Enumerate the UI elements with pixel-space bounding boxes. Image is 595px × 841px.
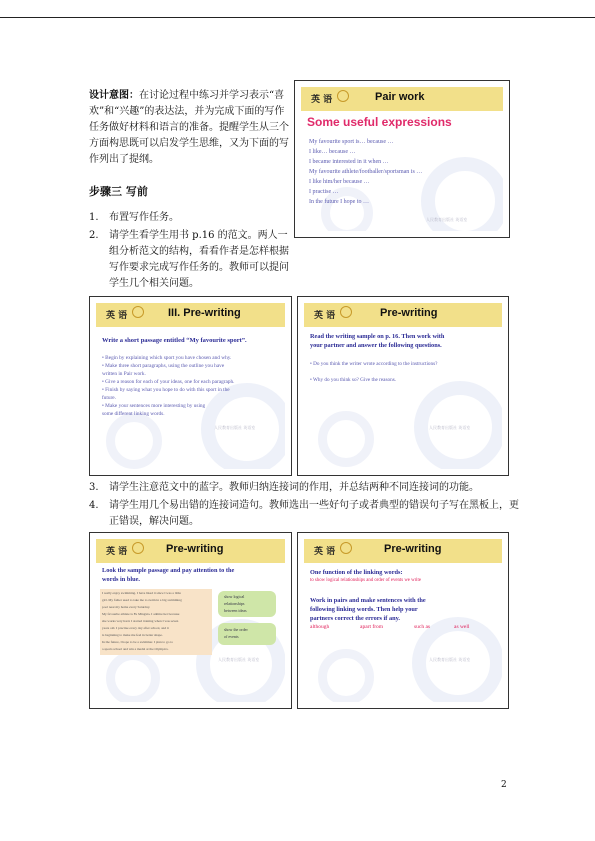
slide-footer: 人民教育出版社 英语室 [429,425,471,430]
function-line: to show logical relationships and order of events we write [310,578,421,583]
slide-title: Pre-writing [380,307,438,319]
step-text: 布置写作任务。 [109,212,179,223]
slide-heading: Write a short passage entitled “My favourite sport”. [102,337,247,344]
expression-line: In the future I hope to … [309,199,369,205]
slide-title: Pre-writing [166,543,224,555]
linking-word: as well [454,624,470,630]
slide-title: Pre-writing [384,543,442,555]
swirl-icon [340,306,352,318]
linking-word: apart from [360,624,384,630]
subject-badge: 英 语 [106,311,128,321]
subject-badge: 英 语 [314,547,336,557]
passage-line: she works very hard. I started training when I was seven [102,619,179,623]
slide-body [301,87,503,231]
slide-heading: Some useful expressions [307,115,452,129]
expression-line: I like… because … [309,149,356,155]
slide-body [96,539,285,702]
passage-box [100,589,212,655]
design-intent-paragraph [89,88,289,168]
slide-pre-writing-questions [297,296,509,476]
note-box-logic [218,591,276,617]
slide-heading-line: your partner and answer the following questions. [310,342,442,349]
note-line: show the order [224,627,248,632]
bullet-line: future. [102,395,116,401]
passage-line: a sports school and win a medal at the Olympics. [102,647,169,651]
passage-line: In the future, I hope to be a swimmer. I plan to go to [102,640,173,644]
expression-line: My favourite sport is… because … [309,139,394,145]
design-intent-label: 设计意图： [89,90,139,101]
watermark-logo [318,411,374,467]
watermark-logo [106,413,162,469]
work-line: Work in pairs and make sentences with the [310,597,426,604]
bullet-line: some different linking words. [102,411,165,417]
slide-footer: 人民教育出版社 英语室 [429,657,471,662]
note-line: between ideas [224,608,247,613]
swirl-icon [340,542,352,554]
step-text: 请学生注意范文中的蓝字。教师归纳连接词的作用，并总结两种不同连接词的功能。 [109,482,479,493]
step-item [89,498,519,530]
step-number: 4. [89,500,99,511]
question-line: • Do you think the writer wrote according to the instructions? [310,361,438,367]
swirl-icon [132,542,144,554]
note-line: show logical [224,594,245,599]
note-line: of events [224,634,239,639]
slide-sample-passage [89,532,292,709]
step-text: 请学生用几个易出错的连接词造句。教师选出一些好句子或者典型的错误句子写在黑板上，更正错误，解决问题。 [109,500,519,527]
step-item [89,210,289,226]
bullet-line: • Finish by saying what you hope to do with this sport in the [102,387,230,393]
slide-pre-writing-task [89,296,292,476]
slide-title: Pair work [375,91,425,103]
slide-footer: 人民教育出版社 英语室 [218,657,260,662]
passage-line: I really enjoy swimming. I have liked it since I was a little [102,591,181,595]
slide-body [96,303,285,469]
passage-line: girl. My father used to take me to swim in a big swimming [102,598,182,602]
subject-badge: 英 语 [106,547,128,557]
expression-line: I became interested in it when … [309,159,389,165]
slide-pair-work [294,80,510,238]
slide-linking-words [297,532,509,709]
passage-line: My favourite athlete is Fu Mingxia. I admire her because [102,612,180,616]
step-item [89,480,519,496]
work-line: following linking words. Then help your [310,606,418,613]
subject-badge: 英 语 [311,95,333,105]
step-three-title: 步骤三 写前 [89,185,148,198]
question-line: • Why do you think so? Give the reasons. [310,377,397,383]
step-text: 请学生看学生用书 p.16 的范文。两人一组分析范文的结构，看看作者是怎样根据写作要求完成写作任务的。教师可以提问学生几个相关问题。 [109,230,289,289]
bullet-line: • Give a reason for each of your ideas, one for each paragraph. [102,379,235,385]
note-line: relationships [224,601,245,606]
slide-footer: 人民教育出版社 英语室 [426,217,468,222]
passage-line: is beginning to make me feel in better shape. [102,633,163,637]
note-box-order [218,623,276,645]
slide-heading-line: Read the writing sample on p. 16. Then work with [310,333,445,340]
slide-footer: 人民教育出版社 英语室 [214,425,256,430]
slide-body [304,539,502,702]
linking-word: although [310,624,330,630]
bullet-line: • Make three short paragraphs, using the outline you have [102,363,225,369]
design-intent-text: 在讨论过程中练习并学习表示“喜欢”和“兴趣”的表达法，并为完成下面的写作任务做好材料和语言的准备。提醒学生从三个方面构思既可以启发学生思维，又为下面的写作列出了提纲。 [89,90,289,165]
step-number: 3. [89,482,99,493]
swirl-icon [132,306,144,318]
swirl-icon [337,90,349,102]
slide-body [304,303,502,469]
step-number: 2. [89,230,99,241]
steps-list-bottom [89,480,519,532]
top-rule [0,17,595,18]
bullet-line: • Begin by explaining which sport you have chosen and why. [102,355,232,361]
passage-line: pool near my home every Saturday. [102,605,151,609]
step-number: 1. [89,212,99,223]
expression-line: I practise … [309,189,339,195]
watermark-logo [106,651,160,702]
passage-line: years old. I practise every day after school, and it [102,626,169,630]
watermark-logo [318,649,374,702]
page-number: 2 [501,780,507,790]
subject-badge: 英 语 [314,311,336,321]
step-item [89,228,289,292]
slide-heading: One function of the linking words: [310,569,403,576]
bullet-line: written in Pair work. [102,371,146,377]
expression-line: My favourite athlete/footballer/sportsman is … [309,169,423,175]
steps-list-top [89,210,289,294]
bullet-line: • Make your sentences more interesting by using [102,403,206,409]
slide-title: III. Pre-writing [168,307,241,319]
linking-word: such as [414,624,431,630]
work-line: partners correct the errors if any. [310,615,400,622]
expression-line: I like him/her because … [309,179,370,185]
slide-heading-line: words in blue. [102,576,140,583]
slide-heading-line: Look the sample passage and pay attention to the [102,567,235,574]
